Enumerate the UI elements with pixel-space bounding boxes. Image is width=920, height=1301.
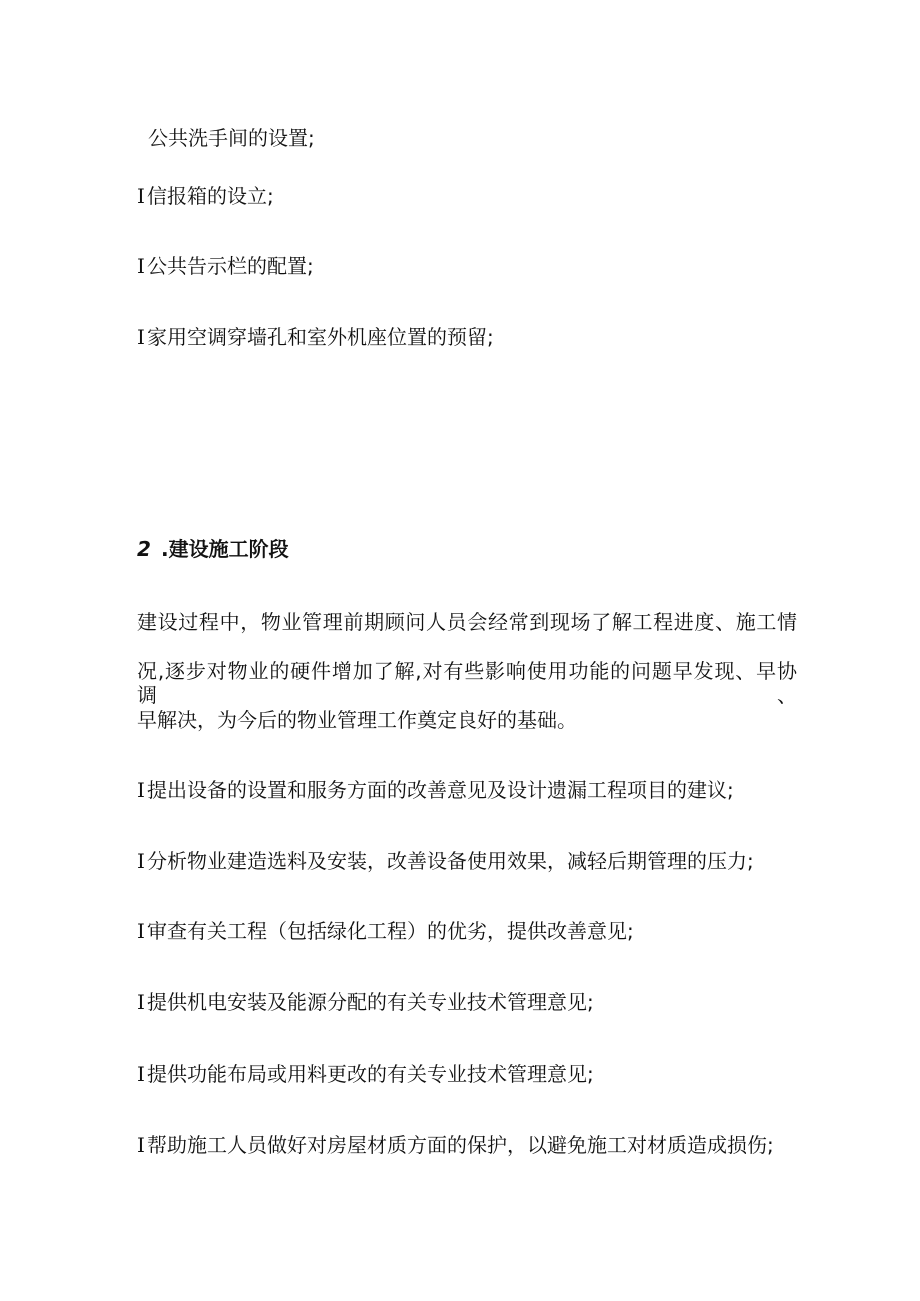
list-item-text: 帮助施工人员做好对房屋材质方面的保护，以避免施工对材质造成损伤; — [147, 1133, 774, 1157]
section-title: .建设施工阶段 — [161, 537, 289, 561]
list-item-text: 分析物业建造选料及安装，改善设备使用效果，减轻后期管理的压力; — [147, 849, 754, 873]
list-item — [137, 1062, 594, 1086]
list-item — [137, 1133, 774, 1157]
list-item — [137, 849, 754, 873]
list-item-text: 提供功能布局或用料更改的有关专业技术管理意见; — [147, 1062, 594, 1086]
list-item-text: 公共告示栏的配置; — [147, 254, 314, 278]
list-item-text: 家用空调穿墙孔和室外机座位置的预留; — [147, 325, 494, 349]
bullet-marker: I — [137, 1062, 145, 1086]
list-item — [148, 126, 315, 150]
section-heading — [137, 537, 289, 561]
bullet-marker: I — [137, 1133, 145, 1157]
section-number: 2 — [137, 537, 151, 561]
list-item — [137, 990, 594, 1014]
paragraph-line: 建设过程中，物业管理前期顾问人员会经常到现场了解工程进度、施工情 — [137, 610, 797, 634]
bullet-marker: I — [137, 254, 145, 278]
body-paragraph — [137, 610, 797, 757]
list-item — [137, 919, 634, 943]
list-item-text: 提出设备的设置和服务方面的改善意见及设计遗漏工程项目的建议; — [147, 778, 734, 802]
list-item-text: 审查有关工程（包括绿化工程）的优劣，提供改善意见; — [147, 919, 634, 943]
paragraph-line: 况,逐步对物业的硬件增加了解,对有些影响使用功能的问题早发现、早协调、 — [137, 659, 797, 707]
list-item-text: 提供机电安装及能源分配的有关专业技术管理意见; — [147, 990, 594, 1014]
list-item-text: 信报箱的设立; — [147, 184, 274, 208]
bullet-marker: I — [137, 778, 145, 802]
list-item — [137, 184, 274, 208]
bullet-marker: I — [137, 990, 145, 1014]
list-item — [137, 254, 314, 278]
list-item — [137, 325, 494, 349]
list-item — [137, 778, 734, 802]
bullet-marker: I — [137, 184, 145, 208]
bullet-marker: I — [137, 919, 145, 943]
paragraph-line: 早解决，为今后的物业管理工作奠定良好的基础。 — [137, 708, 577, 732]
bullet-marker: I — [137, 849, 145, 873]
bullet-marker: I — [137, 325, 145, 349]
list-item-text: 公共洗手间的设置; — [148, 126, 315, 150]
